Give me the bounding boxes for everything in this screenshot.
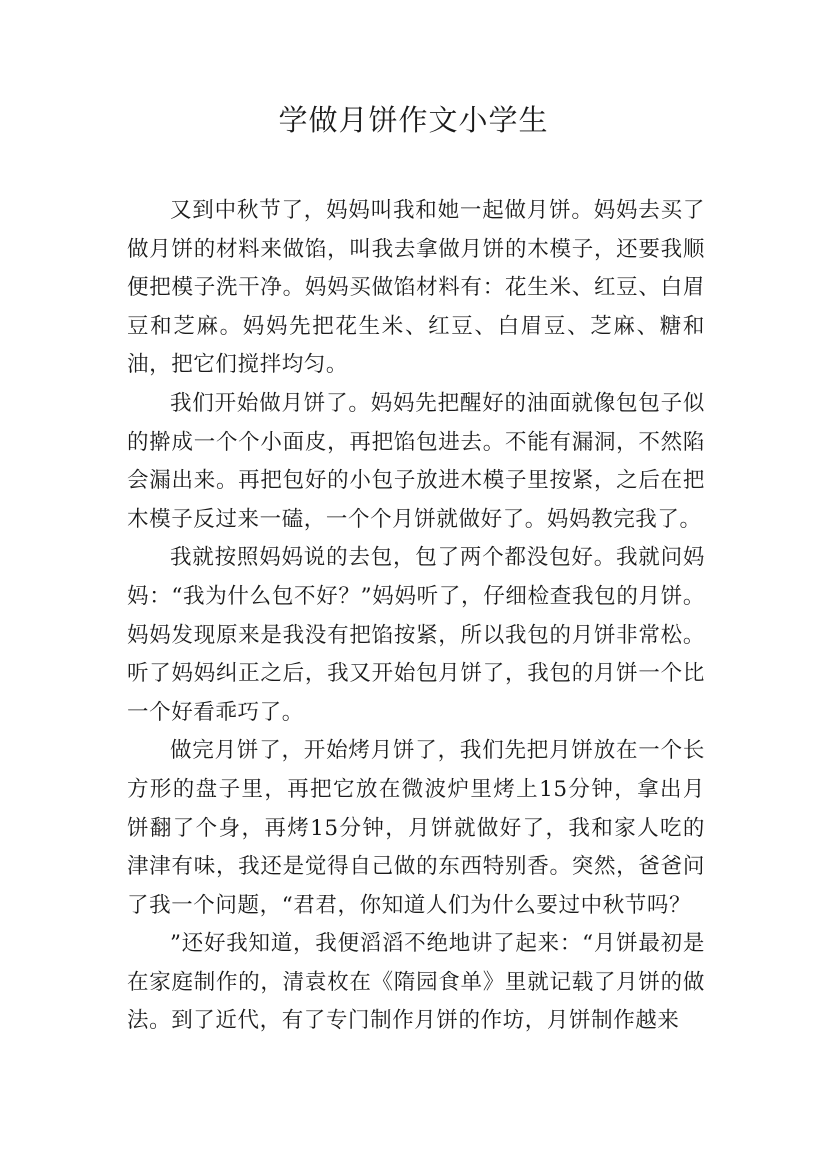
paragraph: 做完月饼了，开始烤月饼了，我们先把月饼放在一个长方形的盘子里，再把它放在微波炉里烤上15分钟，拿出月饼翻了个身，再烤15分钟，月饼就做好了，我和家人吃的津津有味，我还是觉得自己做的东西特别香。突然，爸爸问了我一个问题，“君君，你知道人们为什么要过中秋节吗？ <box>127 738 705 918</box>
paragraph: 我就按照妈妈说的去包，包了两个都没包好。我就问妈妈：“我为什么包不好？”妈妈听了，仔细检查我包的月饼。妈妈发现原来是我没有把馅按紧，所以我包的月饼非常松。听了妈妈纠正之后，我又开始包月饼了，我包的月饼一个比一个好看乖巧了。 <box>127 545 705 725</box>
paragraph: 又到中秋节了，妈妈叫我和她一起做月饼。妈妈去买了做月饼的材料来做馅，叫我去拿做月饼的木模子，还要我顺便把模子洗干净。妈妈买做馅材料有：花生米、红豆、白眉豆和芝麻。妈妈先把花生米、红豆、白眉豆、芝麻、糖和油，把它们搅拌均匀。 <box>127 198 705 378</box>
paragraph: 我们开始做月饼了。妈妈先把醒好的油面就像包包子似的擀成一个个小面皮，再把馅包进去。不能有漏洞，不然陷会漏出来。再把包好的小包子放进木模子里按紧，之后在把木模子反过来一磕，一个个月饼就做好了。妈妈教完我了。 <box>127 390 705 532</box>
document-title: 学做月饼作文小学生 <box>278 103 549 137</box>
document-body <box>127 192 705 1041</box>
paragraph: ”还好我知道，我便滔滔不绝地讲了起来：“月饼最初是在家庭制作的，清袁枚在《隋园食单》里就记载了月饼的做法。到了近代，有了专门制作月饼的作坊，月饼制作越来 <box>127 931 705 1034</box>
